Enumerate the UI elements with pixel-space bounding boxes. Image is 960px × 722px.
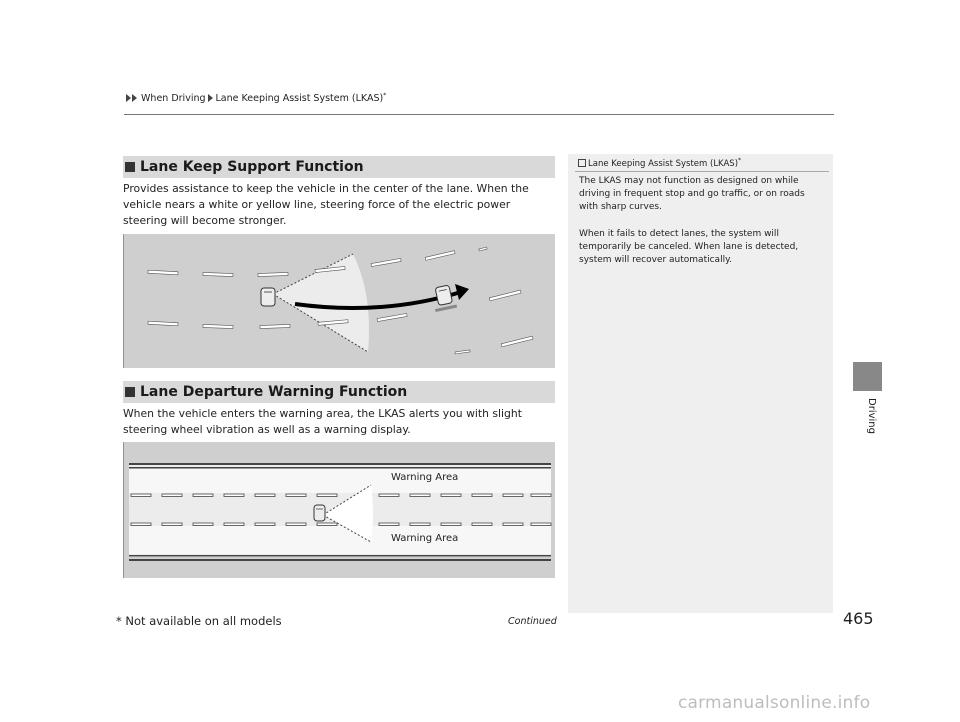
note-title (578, 157, 741, 169)
note-paragraph: The LKAS may not function as designed on while driving in frequent stop and go traffic, or on roads with sharp curves. (579, 176, 805, 212)
section-paragraph: When the vehicle enters the warning area, the LKAS alerts you with slight steering wheel vibration as well as a warning display. (123, 407, 522, 436)
breadcrumb-item-lkas[interactable]: Lane Keeping Assist System (LKAS) (215, 93, 384, 105)
page-number: 465 (843, 609, 874, 628)
section-header-lane-departure (123, 381, 555, 403)
breadcrumb (126, 92, 386, 104)
note-divider (575, 171, 829, 172)
header-divider (124, 114, 834, 115)
warning-area-bottom (129, 526, 551, 554)
warning-area-label-top: Warning Area (391, 472, 459, 483)
chapter-tab[interactable] (853, 362, 882, 391)
warning-area-top (129, 469, 551, 493)
footnote-mark: * (738, 157, 742, 164)
lane-keep-diagram (123, 234, 555, 368)
lane-departure-illustration (123, 442, 555, 578)
footnote-mark: * (383, 92, 387, 99)
breadcrumb-arrow-icon (132, 94, 137, 102)
vehicle-start-icon (261, 288, 275, 306)
breadcrumb-arrow-icon (208, 94, 213, 102)
continued-label: Continued (508, 616, 557, 627)
vehicle-shadow (435, 305, 457, 313)
section-header-lane-keep (123, 156, 555, 178)
note-reference-icon (578, 159, 586, 167)
section-bullet-icon (125, 162, 135, 172)
arrow-head-icon (455, 284, 469, 300)
sidebar-note (568, 154, 833, 613)
lane-departure-diagram (123, 442, 555, 578)
watermark: carmanualsonline.info (678, 693, 871, 713)
breadcrumb-item-when-driving[interactable]: When Driving (141, 93, 206, 105)
vehicle-moving-icon (435, 285, 452, 306)
breadcrumb-arrow-icon (126, 94, 131, 102)
warning-area-label-bottom: Warning Area (391, 533, 459, 544)
section-bullet-icon (125, 387, 135, 397)
section-title: Lane Keep Support Function (140, 159, 364, 175)
section-paragraph: Provides assistance to keep the vehicle in the center of the lane. When the vehicle nears a white or yellow line, steering force of the electric power steering will become stronger. (123, 182, 529, 227)
note-paragraph: When it fails to detect lanes, the system will temporarily be canceled. When lane is detected, system will recover automatically. (579, 229, 799, 265)
chapter-tab-label: Driving (866, 398, 877, 434)
note-title-text: Lane Keeping Assist System (LKAS) (588, 158, 739, 169)
vehicle-icon (314, 505, 325, 521)
footnote: * Not available on all models (116, 614, 282, 628)
section-title: Lane Departure Warning Function (140, 384, 408, 400)
lane-keep-illustration (123, 234, 555, 368)
